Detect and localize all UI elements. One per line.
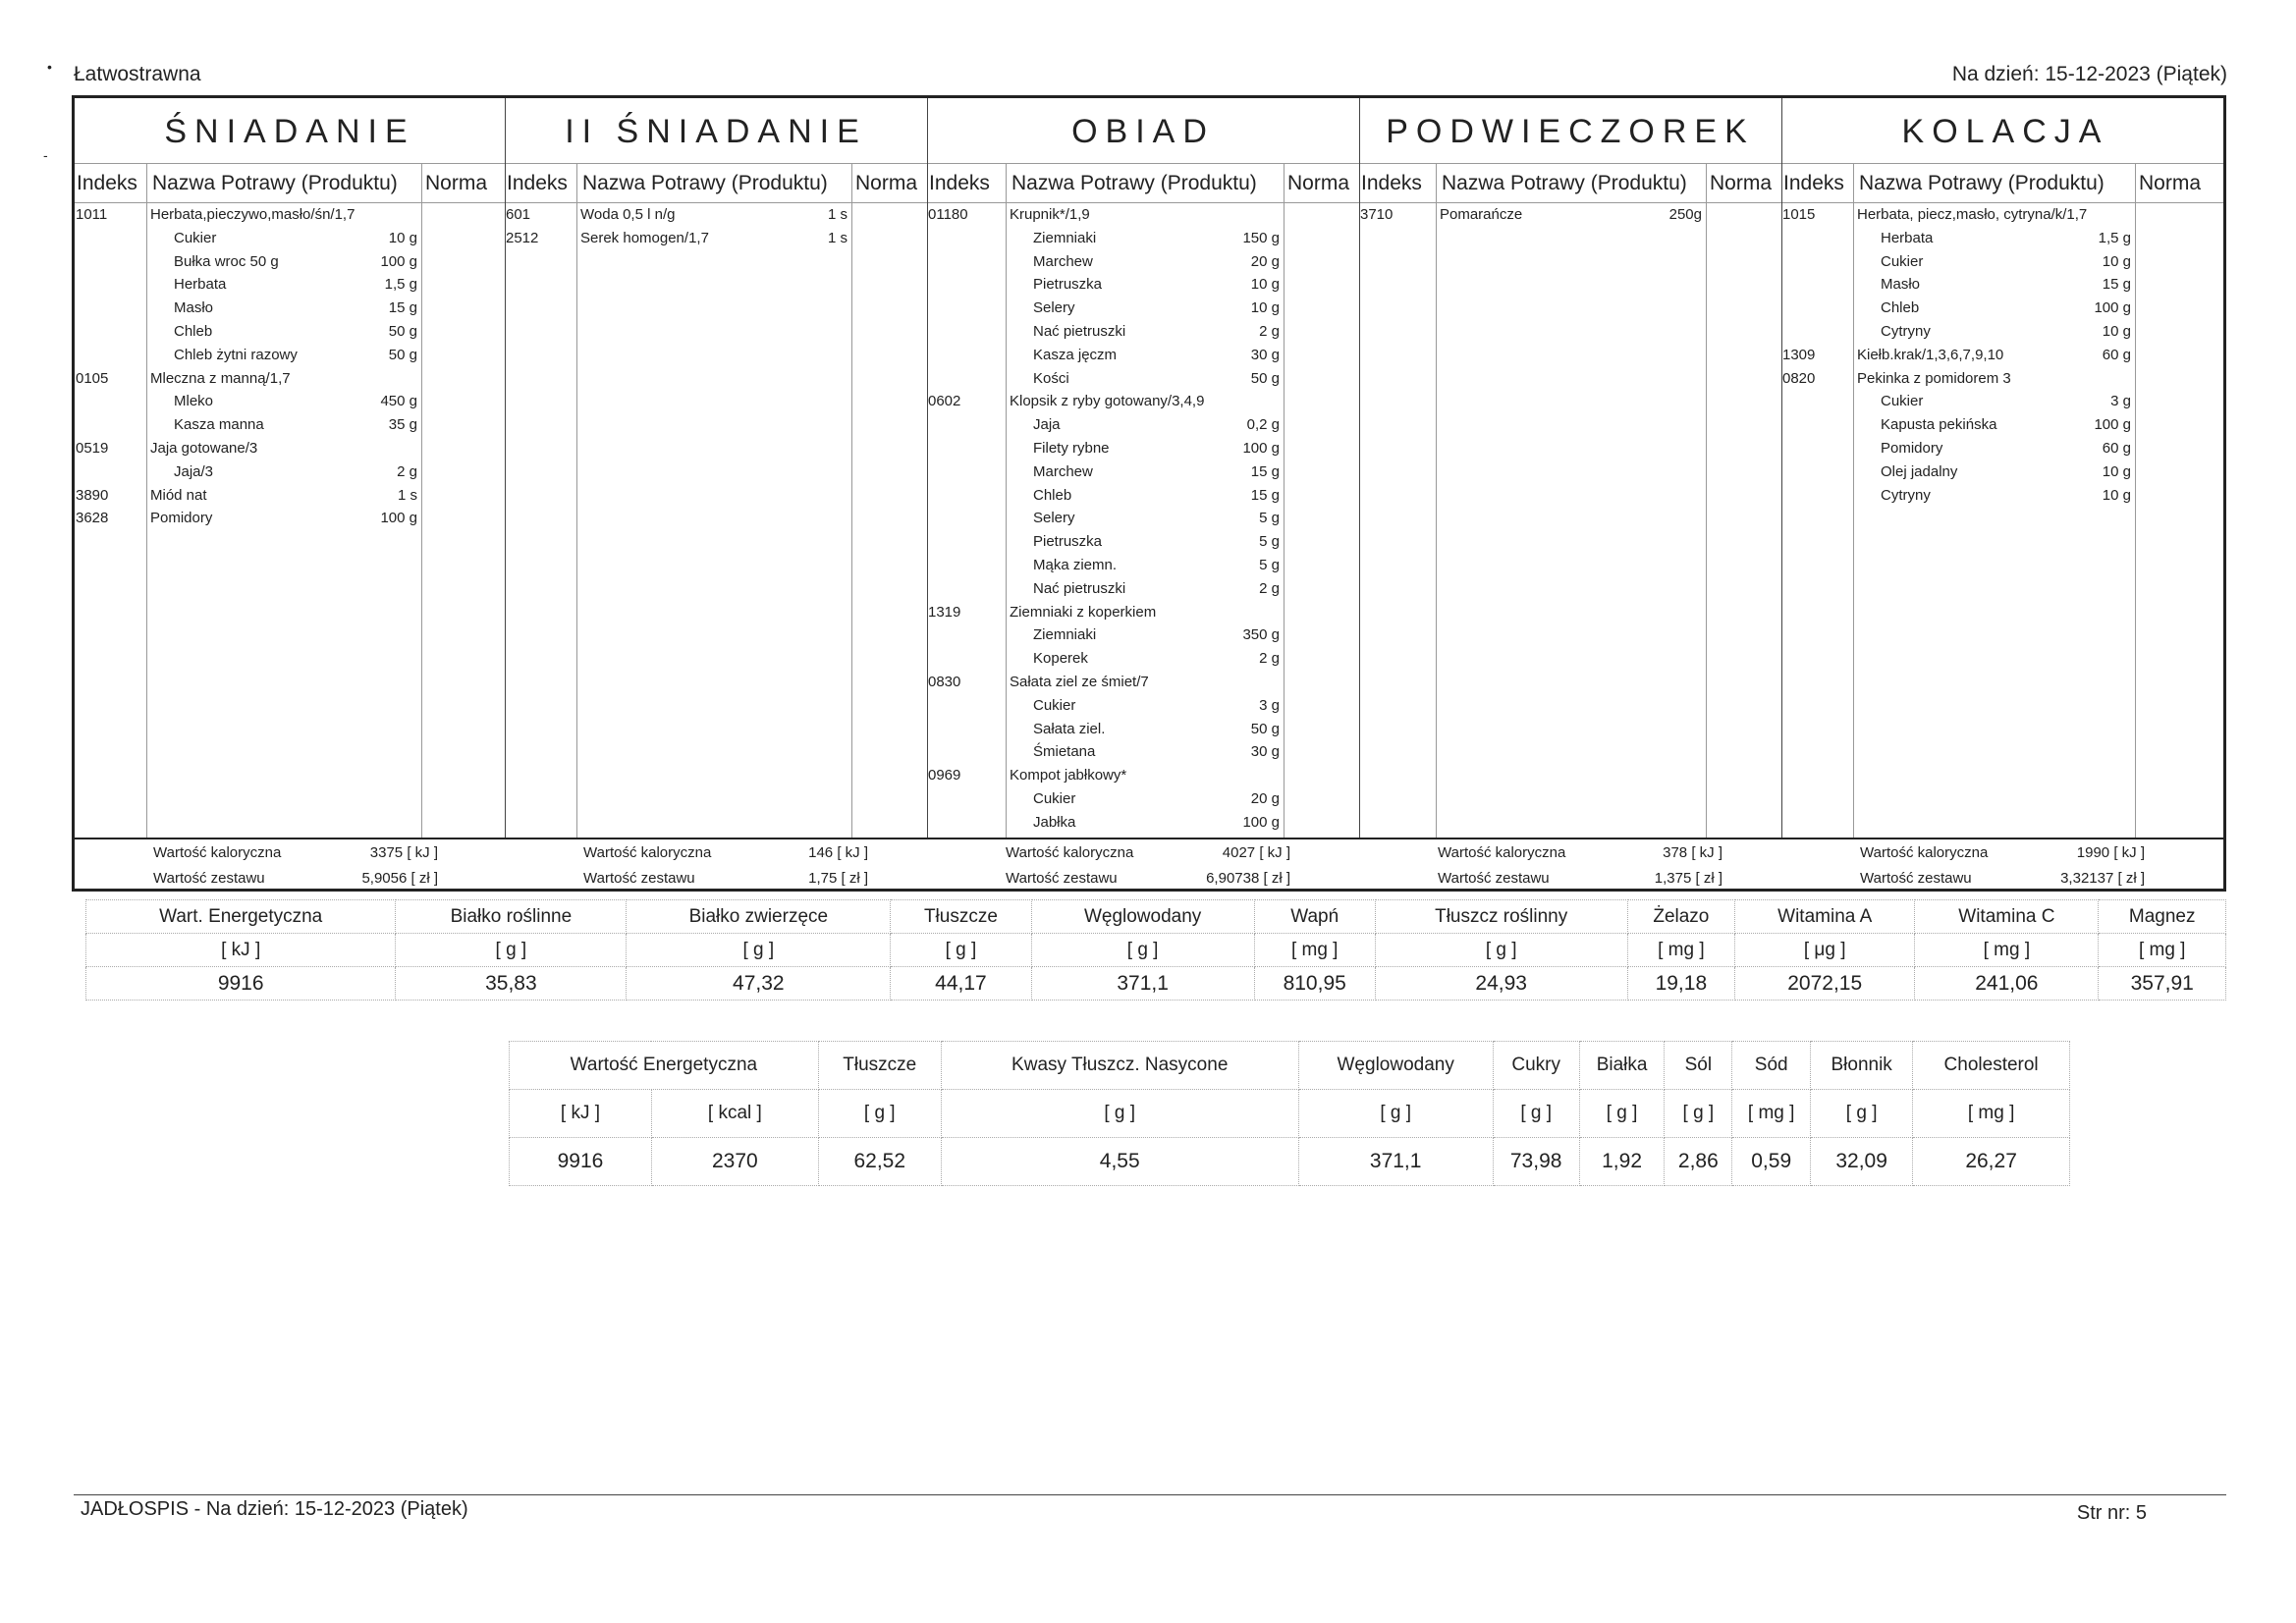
ingredient-name: Pietruszka: [1033, 533, 1103, 551]
nutrient-header: Białko roślinne: [396, 900, 627, 934]
row-norm: 10 g: [2102, 486, 2131, 504]
nutrient-header: Sód: [1732, 1042, 1811, 1090]
row-index: 01180: [928, 206, 968, 223]
ingredient-name: Chleb: [1033, 486, 1072, 504]
row-norm: 50 g: [388, 323, 417, 340]
dish-name: Jaja gotowane/3: [150, 440, 258, 457]
nutrient-value: 0,59: [1732, 1138, 1811, 1186]
kcal-value: 1990 [ kJ ]: [2076, 844, 2145, 861]
nutrition-table-2: [509, 1041, 2070, 1186]
ingredient-name: Jaja: [1033, 416, 1061, 434]
nutrient-header: Białko zwierzęce: [627, 900, 891, 934]
column-header-index: Indeks: [507, 172, 568, 194]
row-norm: 100 g: [380, 252, 417, 270]
nutrient-unit: [ mg ]: [1254, 934, 1375, 967]
column-divider: [1853, 163, 1854, 838]
row-norm: 15 g: [1250, 486, 1280, 504]
section-divider: [927, 98, 928, 838]
column-divider: [1706, 163, 1707, 838]
ingredient-name: Cukier: [174, 229, 217, 246]
section-divider: [505, 98, 506, 838]
nutrient-unit: [ kJ ]: [86, 934, 396, 967]
nutrition-1-unit-row: [86, 934, 2226, 967]
row-norm: 1,5 g: [384, 276, 417, 294]
column-header-index: Indeks: [1361, 172, 1422, 194]
nutrient-value: 4,55: [941, 1138, 1298, 1186]
ingredient-name: Nać pietruszki: [1033, 323, 1126, 340]
ingredient-name: Cukier: [1881, 393, 1924, 410]
column-divider: [146, 163, 147, 838]
row-index: 0820: [1782, 369, 1816, 387]
nutrient-header: Witamina C: [1915, 900, 2099, 934]
column-header-name: Nazwa Potrawy (Produktu): [1011, 172, 1257, 194]
ingredient-name: Cytryny: [1881, 486, 1931, 504]
cost-value: 3,32137 [ zł ]: [2060, 870, 2145, 887]
row-norm: 60 g: [2102, 440, 2131, 457]
nutrient-unit: [ g ]: [1493, 1090, 1579, 1138]
row-norm: 150 g: [1242, 229, 1280, 246]
ingredient-name: Cukier: [1033, 696, 1076, 714]
nutrient-unit: [ mg ]: [1732, 1090, 1811, 1138]
column-header-name: Nazwa Potrawy (Produktu): [582, 172, 828, 194]
column-header-index: Indeks: [1783, 172, 1844, 194]
nutrient-value: 47,32: [627, 967, 891, 1001]
nutrient-unit: [ mg ]: [2099, 934, 2226, 967]
ingredient-name: Chleb żytni razowy: [174, 346, 298, 363]
diet-label: Łatwostrawna: [74, 63, 201, 85]
nutrient-unit: [ g ]: [941, 1090, 1298, 1138]
row-norm: 10 g: [2102, 323, 2131, 340]
column-divider: [851, 163, 852, 838]
row-index: 0969: [928, 767, 961, 784]
meal-title-lunch: OBIAD: [1071, 113, 1215, 150]
column-divider: [2135, 163, 2136, 838]
column-header-norm: Norma: [2139, 172, 2202, 194]
nutrient-unit: [ g ]: [1298, 1090, 1493, 1138]
nutrient-unit: [ g ]: [891, 934, 1031, 967]
meals-header: [75, 98, 2223, 164]
nutrient-header: Wartość Energetyczna: [510, 1042, 819, 1090]
nutrient-value: 371,1: [1298, 1138, 1493, 1186]
row-norm: 250g: [1668, 206, 1702, 223]
row-index: 1011: [76, 206, 108, 223]
ingredient-name: Koperek: [1033, 650, 1088, 668]
column-header-index: Indeks: [929, 172, 990, 194]
row-norm: 50 g: [388, 346, 417, 363]
nutrient-value: 810,95: [1254, 967, 1375, 1001]
row-index: 0602: [928, 393, 961, 410]
nutrient-unit: [ μg ]: [1735, 934, 1915, 967]
row-norm: 1 s: [827, 206, 847, 223]
nutrient-value: 26,27: [1913, 1138, 2070, 1186]
cost-label: Wartość zestawu: [1860, 870, 1972, 887]
nutrient-value: 2072,15: [1735, 967, 1915, 1001]
column-header-name: Nazwa Potrawy (Produktu): [152, 172, 398, 194]
ingredient-name: Sałata ziel.: [1033, 720, 1106, 737]
nutrient-value: 241,06: [1915, 967, 2099, 1001]
dish-name: Ziemniaki z koperkiem: [1010, 603, 1157, 621]
row-norm: 20 g: [1250, 252, 1280, 270]
nutrition-table-1: [85, 899, 2226, 1001]
ingredient-name: Filety rybne: [1033, 440, 1110, 457]
ingredient-name: Bułka wroc 50 g: [174, 252, 279, 270]
nutrient-value: 35,83: [396, 967, 627, 1001]
cost-label: Wartość zestawu: [1438, 870, 1550, 887]
ingredient-name: Cukier: [1881, 252, 1924, 270]
cost-value: 1,75 [ zł ]: [808, 870, 868, 887]
footer-divider: [74, 1494, 2226, 1495]
column-divider: [421, 163, 422, 838]
row-norm: 10 g: [1250, 299, 1280, 317]
row-norm: 50 g: [1250, 369, 1280, 387]
dish-name: Kiełb.krak/1,3,6,7,9,10: [1857, 346, 2004, 363]
row-norm: 2 g: [1259, 650, 1280, 668]
ingredient-name: Ziemniaki: [1033, 626, 1097, 644]
summary-separator: [75, 838, 2223, 839]
row-norm: 10 g: [2102, 462, 2131, 480]
ingredient-name: Kasza manna: [174, 416, 264, 434]
kcal-value: 378 [ kJ ]: [1663, 844, 1722, 861]
ingredient-name: Selery: [1033, 299, 1075, 317]
cost-label: Wartość zestawu: [153, 870, 265, 887]
nutrient-value: 1,92: [1579, 1138, 1665, 1186]
dish-name: Pomidory: [150, 510, 213, 527]
menu-table: [72, 95, 2226, 892]
ingredient-name: Herbata: [174, 276, 227, 294]
row-norm: 5 g: [1259, 557, 1280, 573]
column-header-name: Nazwa Potrawy (Produktu): [1859, 172, 2105, 194]
row-index: 601: [506, 206, 531, 223]
footer-title: JADŁOSPIS - Na dzień: 15-12-2023 (Piątek): [81, 1498, 468, 1520]
nutrient-header: Cukry: [1493, 1042, 1579, 1090]
row-norm: 60 g: [2102, 346, 2131, 363]
row-index: 3890: [76, 486, 109, 504]
row-norm: 3 g: [1259, 696, 1280, 714]
nutrition-2-value-row: [510, 1138, 2070, 1186]
row-norm: 100 g: [1242, 813, 1280, 831]
nutrient-value: 62,52: [818, 1138, 941, 1186]
row-norm: 100 g: [2094, 299, 2131, 317]
nutrient-value: 9916: [510, 1138, 652, 1186]
nutrient-unit: [ g ]: [1811, 1090, 1913, 1138]
ingredient-name: Masło: [1881, 276, 1921, 294]
row-norm: 1,5 g: [2098, 229, 2131, 246]
ingredient-name: Chleb: [174, 323, 213, 340]
nutrient-value: 24,93: [1375, 967, 1627, 1001]
kcal-label: Wartość kaloryczna: [1438, 844, 1566, 861]
ingredient-name: Marchew: [1033, 252, 1093, 270]
dish-name: Herbata,pieczywo,masło/śn/1,7: [150, 206, 355, 223]
nutrient-header: Magnez: [2099, 900, 2226, 934]
ingredient-name: Jaja/3: [174, 462, 214, 480]
row-norm: 10 g: [388, 229, 417, 246]
column-header-name: Nazwa Potrawy (Produktu): [1442, 172, 1687, 194]
kcal-label: Wartość kaloryczna: [153, 844, 282, 861]
column-header-norm: Norma: [425, 172, 488, 194]
cost-value: 6,90738 [ zł ]: [1206, 870, 1290, 887]
column-divider: [1006, 163, 1007, 838]
nutrient-unit: [ g ]: [1031, 934, 1254, 967]
row-norm: 15 g: [1250, 462, 1280, 480]
column-header-row: [75, 163, 2223, 203]
row-norm: 100 g: [1242, 440, 1280, 457]
dish-name: Serek homogen/1,7: [580, 229, 709, 246]
nutrient-unit: [ g ]: [818, 1090, 941, 1138]
ingredient-name: Masło: [174, 299, 214, 317]
dish-name: Pomarańcze: [1440, 206, 1523, 223]
nutrient-value: 32,09: [1811, 1138, 1913, 1186]
dish-name: Krupnik*/1,9: [1010, 206, 1090, 223]
kcal-label: Wartość kaloryczna: [1860, 844, 1989, 861]
row-norm: 30 g: [1250, 346, 1280, 363]
nutrient-value: 357,91: [2099, 967, 2226, 1001]
row-norm: 30 g: [1250, 743, 1280, 761]
ingredient-name: Mąka ziemn.: [1033, 557, 1118, 573]
section-divider: [1359, 98, 1360, 838]
row-norm: 2 g: [1259, 323, 1280, 340]
row-norm: 1 s: [397, 486, 417, 504]
dish-name: Mleczna z manną/1,7: [150, 369, 291, 387]
ingredient-name: Cytryny: [1881, 323, 1931, 340]
ingredient-name: Herbata: [1881, 229, 1934, 246]
ingredient-name: Śmietana: [1033, 743, 1096, 761]
ingredient-name: Pomidory: [1881, 440, 1943, 457]
row-norm: 10 g: [2102, 252, 2131, 270]
nutrient-header: Wart. Energetyczna: [86, 900, 396, 934]
kcal-label: Wartość kaloryczna: [1006, 844, 1134, 861]
row-index: 3710: [1360, 206, 1394, 223]
date-label: Na dzień: 15-12-2023 (Piątek): [1951, 63, 2227, 85]
dish-name: Woda 0,5 l n/g: [580, 206, 676, 223]
scan-dot: -: [43, 147, 48, 163]
row-index: 3628: [76, 510, 109, 527]
cost-label: Wartość zestawu: [583, 870, 695, 887]
row-index: 1319: [928, 603, 961, 621]
section-divider: [1781, 98, 1782, 838]
row-index: 0519: [76, 440, 109, 457]
dish-name: Klopsik z ryby gotowany/3,4,9: [1010, 393, 1205, 410]
row-norm: 5 g: [1259, 533, 1280, 551]
nutrient-value: 2370: [651, 1138, 818, 1186]
column-divider: [576, 163, 577, 838]
dish-name: Herbata, piecz,masło, cytryna/k/1,7: [1857, 206, 2088, 223]
column-header-index: Indeks: [77, 172, 137, 194]
nutrient-header: Wapń: [1254, 900, 1375, 934]
nutrient-header: Sól: [1665, 1042, 1732, 1090]
scan-dot: •: [47, 59, 52, 75]
nutrient-unit: [ kJ ]: [510, 1090, 652, 1138]
nutrient-unit: [ mg ]: [1913, 1090, 2070, 1138]
ingredient-name: Kości: [1033, 369, 1069, 387]
nutrient-unit: [ g ]: [627, 934, 891, 967]
meal-title-dinner: KOLACJA: [1901, 113, 2109, 150]
row-norm: 15 g: [388, 299, 417, 317]
ingredient-name: Pietruszka: [1033, 276, 1103, 294]
nutrient-header: Cholesterol: [1913, 1042, 2070, 1090]
row-index: 1015: [1782, 206, 1816, 223]
dish-name: Pekinka z pomidorem 3: [1857, 369, 2011, 387]
nutrient-header: Kwasy Tłuszcz. Nasycone: [941, 1042, 1298, 1090]
ingredient-name: Kasza jęczm: [1033, 346, 1118, 363]
nutrition-2-unit-row: [510, 1090, 2070, 1138]
kcal-value: 4027 [ kJ ]: [1222, 844, 1290, 861]
nutrient-value: 19,18: [1627, 967, 1734, 1001]
dish-name: Miód nat: [150, 486, 207, 504]
column-header-norm: Norma: [1287, 172, 1350, 194]
meal-title-breakfast: ŚNIADANIE: [164, 113, 415, 150]
page-number: Str nr: 5: [2076, 1502, 2147, 1524]
row-norm: 0,2 g: [1246, 416, 1280, 434]
nutrient-header: Błonnik: [1811, 1042, 1913, 1090]
column-header-norm: Norma: [1710, 172, 1773, 194]
ingredient-name: Ziemniaki: [1033, 229, 1097, 246]
nutrient-unit: [ g ]: [1375, 934, 1627, 967]
nutrient-header: Węglowodany: [1031, 900, 1254, 934]
ingredient-name: Jabłka: [1033, 813, 1076, 831]
row-norm: 10 g: [1250, 276, 1280, 294]
row-norm: 50 g: [1250, 720, 1280, 737]
row-index: 0830: [928, 674, 961, 690]
row-index: 1309: [1782, 346, 1816, 363]
cost-value: 5,9056 [ zł ]: [361, 870, 438, 887]
ingredient-name: Marchew: [1033, 462, 1093, 480]
nutrient-unit: [ g ]: [396, 934, 627, 967]
row-norm: 450 g: [380, 393, 417, 410]
nutrition-2-header-row: [510, 1042, 2070, 1090]
cost-label: Wartość zestawu: [1006, 870, 1118, 887]
nutrient-header: Tłuszcze: [891, 900, 1031, 934]
ingredient-name: Selery: [1033, 510, 1075, 527]
dish-name: Kompot jabłkowy*: [1010, 767, 1127, 784]
nutrient-unit: [ mg ]: [1915, 934, 2099, 967]
nutrient-value: 371,1: [1031, 967, 1254, 1001]
nutrition-1-value-row: [86, 967, 2226, 1001]
cost-value: 1,375 [ zł ]: [1654, 870, 1722, 887]
column-header-norm: Norma: [855, 172, 918, 194]
row-norm: 1 s: [827, 229, 847, 246]
row-norm: 15 g: [2102, 276, 2131, 294]
column-divider: [1436, 163, 1437, 838]
nutrient-header: Białka: [1579, 1042, 1665, 1090]
meal-title-afternoon-snack: PODWIECZOREK: [1386, 113, 1755, 150]
nutrient-unit: [ kcal ]: [651, 1090, 818, 1138]
nutrient-unit: [ g ]: [1665, 1090, 1732, 1138]
nutrient-unit: [ mg ]: [1627, 934, 1734, 967]
row-norm: 20 g: [1250, 790, 1280, 807]
row-norm: 5 g: [1259, 510, 1280, 527]
row-norm: 35 g: [388, 416, 417, 434]
nutrient-header: Żelazo: [1627, 900, 1734, 934]
ingredient-name: Mleko: [174, 393, 214, 410]
row-norm: 3 g: [2110, 393, 2131, 410]
ingredient-name: Chleb: [1881, 299, 1920, 317]
kcal-value: 3375 [ kJ ]: [369, 844, 438, 861]
ingredient-name: Olej jadalny: [1881, 462, 1958, 480]
nutrient-value: 44,17: [891, 967, 1031, 1001]
row-norm: 100 g: [2094, 416, 2131, 434]
dish-name: Sałata ziel ze śmiet/7: [1010, 674, 1149, 690]
nutrient-value: 73,98: [1493, 1138, 1579, 1186]
nutrient-header: Witamina A: [1735, 900, 1915, 934]
nutrition-1-header-row: [86, 900, 2226, 934]
ingredient-name: Cukier: [1033, 790, 1076, 807]
nutrient-unit: [ g ]: [1579, 1090, 1665, 1138]
ingredient-name: Nać pietruszki: [1033, 579, 1126, 597]
meal-title-second-breakfast: II ŚNIADANIE: [565, 113, 867, 150]
nutrient-header: Węglowodany: [1298, 1042, 1493, 1090]
row-index: 0105: [76, 369, 109, 387]
column-divider: [1284, 163, 1285, 838]
row-norm: 2 g: [1259, 579, 1280, 597]
nutrient-value: 9916: [86, 967, 396, 1001]
row-norm: 350 g: [1242, 626, 1280, 644]
row-norm: 100 g: [380, 510, 417, 527]
kcal-value: 146 [ kJ ]: [808, 844, 868, 861]
nutrient-header: Tłuszcze: [818, 1042, 941, 1090]
kcal-label: Wartość kaloryczna: [583, 844, 712, 861]
row-index: 2512: [506, 229, 539, 246]
ingredient-name: Kapusta pekińska: [1881, 416, 1997, 434]
nutrient-value: 2,86: [1665, 1138, 1732, 1186]
row-norm: 2 g: [397, 462, 417, 480]
nutrient-header: Tłuszcz roślinny: [1375, 900, 1627, 934]
